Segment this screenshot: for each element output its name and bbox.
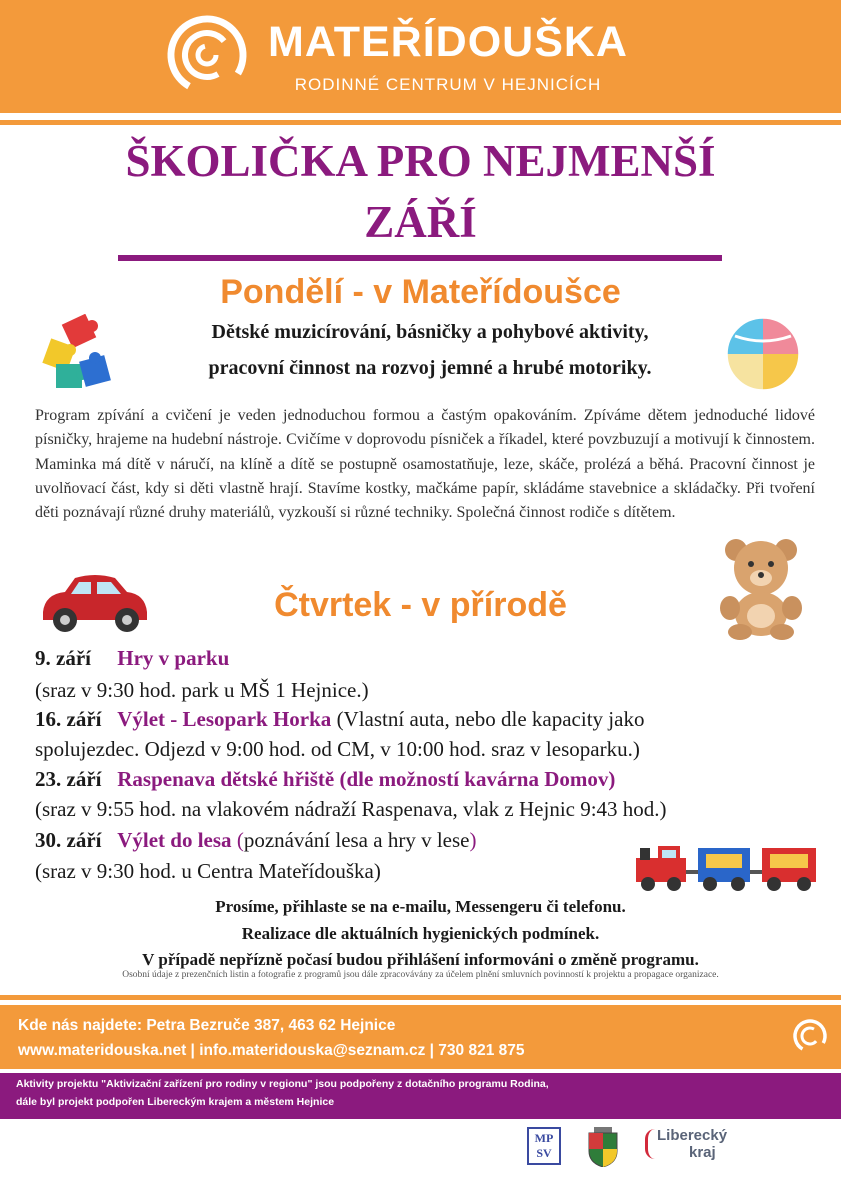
puzzle-icon (40, 314, 114, 394)
event-date: 30. září (35, 828, 102, 852)
event-details: (sraz v 9:30 hod. park u MŠ 1 Hejnice.) (35, 678, 369, 702)
event-row (35, 765, 615, 793)
page-month: ZÁŘÍ (364, 197, 477, 247)
hygiene-note: Realizace dle aktuálních hygienických podmínek. (241, 924, 600, 943)
funding-text-2: dále byl projekt podpořen Libereckým krajem a městem Hejnice (16, 1096, 335, 1108)
liberecky-kraj-logo (645, 1127, 728, 1163)
privacy-note: Osobní údaje z prezenčních listin a fotografie z programů jsou dále zpracovávány za účelem plnění smluvních povinností k projektu a propagace organizace. (122, 970, 719, 980)
event-row (35, 826, 476, 854)
brand-subtitle: RODINNÉ CENTRUM V HEJNICÍCH (294, 75, 602, 94)
event-date: 23. září (35, 767, 102, 791)
monday-subtitle: Dětské muzicírování, básničky a pohybové aktivity, (211, 321, 649, 343)
monday-subtitle-2: pracovní činnost na rozvoj jemné a hrubé motoriky. (208, 357, 652, 379)
event-date: 9. září (35, 646, 91, 670)
event-details: spolujezdec. Odjezd v 9:00 hod. od CM, v 10:00 hod. sraz v lesoparku.) (35, 737, 640, 761)
page-title: ŠKOLIČKA PRO NEJMENŠÍ (125, 136, 716, 186)
spiral-logo-icon (166, 14, 248, 96)
mpsv-logo-top: MP (534, 1131, 554, 1145)
funding-text: Aktivity projektu "Aktivizační zařízení pro rodiny v regionu" jsou podpořeny z dotačního programu Rodina, (16, 1078, 549, 1090)
event-title: Raspenava dětské hřiště (dle možností kavárna Domov) (117, 767, 616, 791)
spiral-logo-icon (792, 1018, 828, 1054)
title-divider (118, 255, 722, 261)
teddy-bear-icon (718, 538, 804, 640)
toy-train-icon (632, 838, 822, 894)
event-details: (Vlastní auta, nebo dle kapacity jako (331, 707, 645, 731)
thursday-heading: Čtvrtek - v přírodě (274, 586, 567, 624)
event-row (35, 644, 229, 672)
hejnice-crest-icon (586, 1127, 620, 1167)
address-text: Kde nás najdete: Petra Bezruče 387, 463 62 Hejnice (18, 1017, 396, 1034)
event-details: (sraz v 9:55 hod. na vlakovém nádraží Raspenava, vlak z Hejnic 9:43 hod.) (35, 797, 667, 821)
event-row (35, 705, 644, 733)
weather-note: V případě nepřízně počasí budou přihlášení informováni o změně programu. (142, 950, 699, 969)
kraj-logo-mark (645, 1129, 655, 1159)
mpsv-logo (527, 1127, 561, 1165)
event-paren-close: ) (469, 828, 477, 852)
event-details: (sraz v 9:30 hod. u Centra Mateřídouška) (35, 859, 381, 883)
monday-heading: Pondělí - v Mateřídoušce (220, 273, 621, 311)
signup-note: Prosíme, přihlaste se na e-mailu, Messengeru či telefonu. (215, 897, 626, 916)
kraj-logo-text: Liberecký (657, 1127, 728, 1144)
event-paren-open: ( (231, 828, 244, 852)
brand-name: MATEŘÍDOUŠKA (268, 18, 628, 66)
mpsv-logo-bottom: SV (536, 1146, 552, 1160)
event-title: Výlet do lesa (117, 828, 232, 852)
header-divider (0, 120, 841, 125)
kraj-logo-text-2: kraj (689, 1144, 716, 1161)
beach-ball-icon (725, 316, 801, 392)
footer-divider (0, 995, 841, 1000)
contact-links[interactable]: www.materidouska.net | info.materidouska@seznam.cz | 730 821 875 (18, 1042, 525, 1059)
monday-description: Program zpívání a cvičení je veden jednoduchou formou a častým opakováním. Zpíváme dětem jednoduché lidové písničky, hrajeme na hudební nástroje. Cvičíme v doprovodu písniček a říkadel, které povzbuzují a motivují k činnostem. Maminka má dítě v náručí, na klíně a dítě se postupně osamostatňuje, leze, skáče, prolézá a běhá. Pracovní činnost je uvolňovací část, kdy si děti vlastně hrají. Stavíme kostky, mačkáme papír, skládáme stavebnice a skládačky. Při tvoření děti poznávají různé druhy materiálů, vyzkouší si různé techniky. Společná činnost rodiče s dítětem. (35, 407, 815, 522)
event-details: poznávání lesa a hry v lese (243, 828, 470, 852)
event-title: Výlet - Lesopark Horka (117, 707, 332, 731)
event-title: Hry v parku (117, 646, 230, 670)
event-date: 16. září (35, 707, 102, 731)
